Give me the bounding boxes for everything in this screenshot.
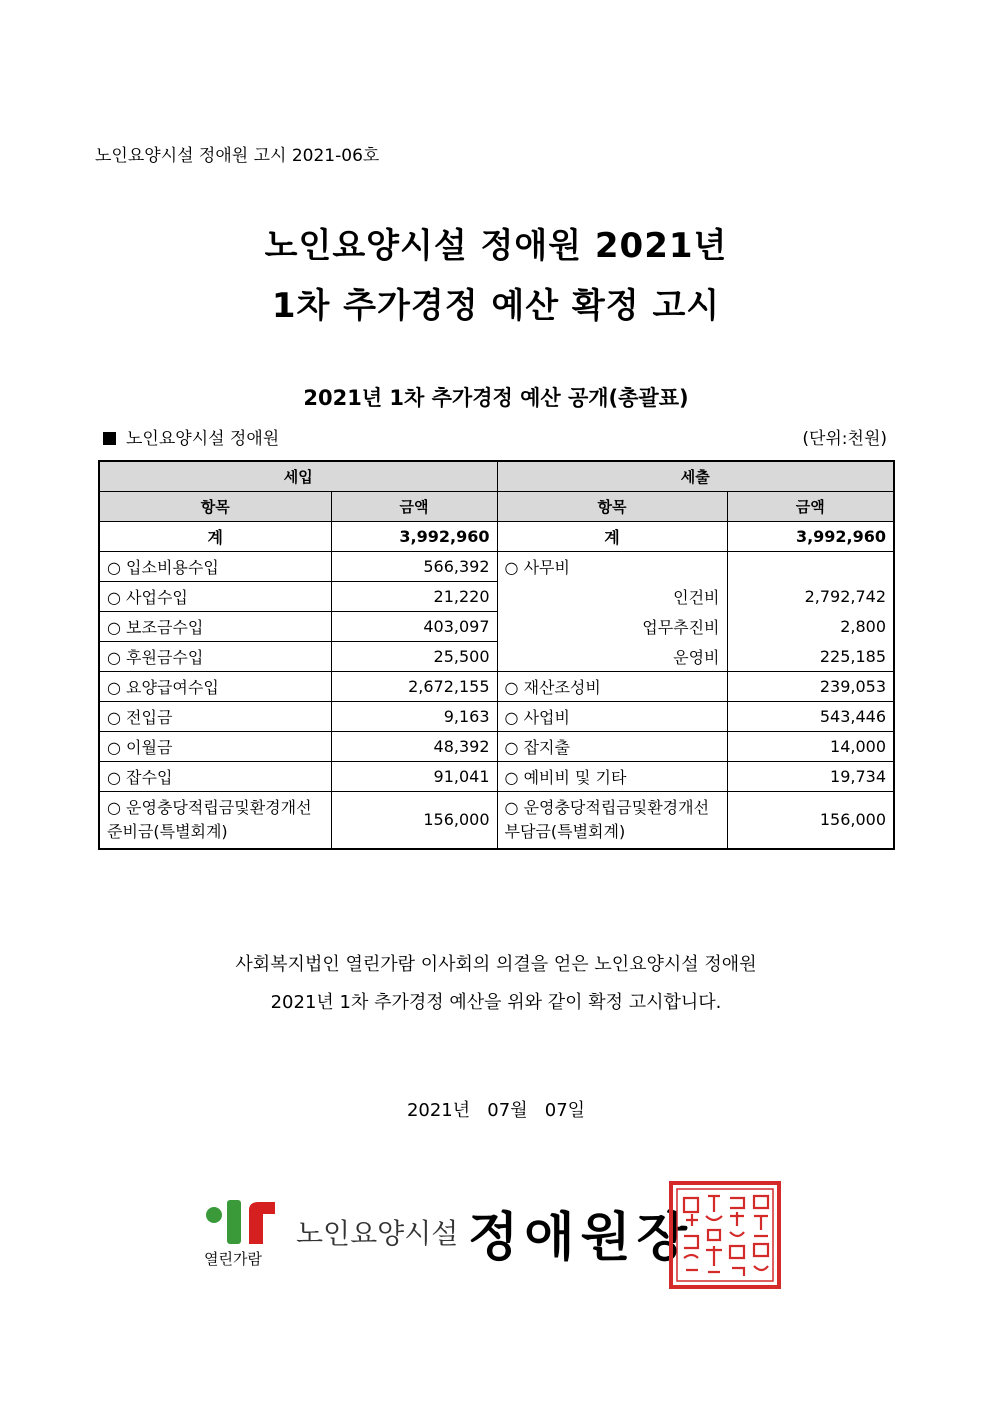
notice-date: 2021년 07월 07일	[406, 1100, 586, 1121]
revenue-amount: 91,041	[331, 762, 497, 792]
org-name: 노인요양시설 정애원	[126, 429, 280, 449]
table-row	[99, 612, 894, 642]
expense-item: ○ 예비비 및 기타	[497, 762, 727, 792]
expense-amount: 225,185	[727, 642, 894, 672]
yeollin-garam-logo-icon	[205, 1198, 277, 1246]
revenue-item: ○ 사업수입	[99, 582, 331, 612]
table-header-row	[99, 461, 894, 492]
expense-amount: 239,053	[727, 672, 894, 702]
logo-text: 열린가람	[204, 1250, 262, 1268]
expense-amount: 2,800	[727, 612, 894, 642]
table-row	[99, 642, 894, 672]
expense-item-line1: ○ 운영충당적립금및환경개선	[504, 798, 710, 817]
revenue-header: 세입	[99, 461, 497, 492]
expense-item-line2: 부담금(특별회계)	[504, 822, 626, 841]
square-bullet-icon	[103, 432, 116, 445]
revenue-item-line1: ○ 운영충당적립금및환경개선	[107, 798, 312, 817]
revenue-amount: 21,220	[331, 582, 497, 612]
expense-item	[497, 792, 727, 850]
facility-head-title: 정애원장	[468, 1207, 693, 1268]
expense-amount: 2,792,742	[727, 582, 894, 612]
page-title-line1: 노인요양시설 정애원 2021년	[264, 226, 728, 266]
table-row	[99, 702, 894, 732]
revenue-amount-header: 금액	[331, 492, 497, 522]
revenue-item: ○ 잡수입	[99, 762, 331, 792]
expense-subitem: 인건비	[497, 582, 727, 612]
table-row	[99, 582, 894, 612]
revenue-amount: 48,392	[331, 732, 497, 762]
expense-total-amount: 3,992,960	[727, 522, 894, 552]
table-row	[99, 552, 894, 582]
revenue-total-amount: 3,992,960	[331, 522, 497, 552]
expense-item: ○ 잡지출	[497, 732, 727, 762]
table-row	[99, 732, 894, 762]
revenue-item: ○ 입소비용수입	[99, 552, 331, 582]
revenue-item	[99, 792, 331, 850]
page-title-line2: 1차 추가경정 예산 확정 고시	[271, 286, 721, 326]
table-row	[99, 672, 894, 702]
revenue-amount: 403,097	[331, 612, 497, 642]
expense-item: ○ 사업비	[497, 702, 727, 732]
org-label	[103, 424, 279, 449]
table-subtitle: 2021년 1차 추가경정 예산 공개(총괄표)	[303, 386, 689, 410]
expense-amount: 19,734	[727, 762, 894, 792]
expense-subitem: 운영비	[497, 642, 727, 672]
facility-type: 노인요양시설	[296, 1217, 459, 1250]
revenue-item: ○ 이월금	[99, 732, 331, 762]
revenue-item: ○ 보조금수입	[99, 612, 331, 642]
table-row-total	[99, 522, 894, 552]
unit-label: (단위:천원)	[802, 429, 887, 449]
expense-subitem: 업무추진비	[497, 612, 727, 642]
budget-table	[98, 460, 895, 850]
expense-amount	[727, 552, 894, 582]
revenue-item: ○ 요양급여수입	[99, 672, 331, 702]
expense-amount-header: 금액	[727, 492, 894, 522]
expense-amount: 14,000	[727, 732, 894, 762]
notice-number: 노인요양시설 정애원 고시 2021-06호	[95, 146, 380, 166]
revenue-amount: 566,392	[331, 552, 497, 582]
revenue-amount: 25,500	[331, 642, 497, 672]
table-subheader-row	[99, 492, 894, 522]
statement-line2: 2021년 1차 추가경정 예산을 위와 같이 확정 고시합니다.	[270, 992, 722, 1013]
revenue-amount: 2,672,155	[331, 672, 497, 702]
expense-amount: 543,446	[727, 702, 894, 732]
table-row	[99, 792, 894, 850]
expense-item: ○ 사무비	[497, 552, 727, 582]
revenue-item: ○ 전입금	[99, 702, 331, 732]
expense-amount: 156,000	[727, 792, 894, 850]
revenue-total-label: 계	[99, 522, 331, 552]
statement-line1: 사회복지법인 열린가람 이사회의 의결을 얻은 노인요양시설 정애원	[235, 954, 757, 975]
expense-total-label: 계	[497, 522, 727, 552]
official-seal-icon	[668, 1180, 782, 1290]
revenue-item-header: 항목	[99, 492, 331, 522]
expense-header: 세출	[497, 461, 894, 492]
revenue-item: ○ 후원금수입	[99, 642, 331, 672]
expense-item: ○ 재산조성비	[497, 672, 727, 702]
table-row	[99, 762, 894, 792]
revenue-amount: 9,163	[331, 702, 497, 732]
revenue-amount: 156,000	[331, 792, 497, 850]
expense-item-header: 항목	[497, 492, 727, 522]
revenue-item-line2: 준비금(특별회계)	[107, 822, 228, 841]
